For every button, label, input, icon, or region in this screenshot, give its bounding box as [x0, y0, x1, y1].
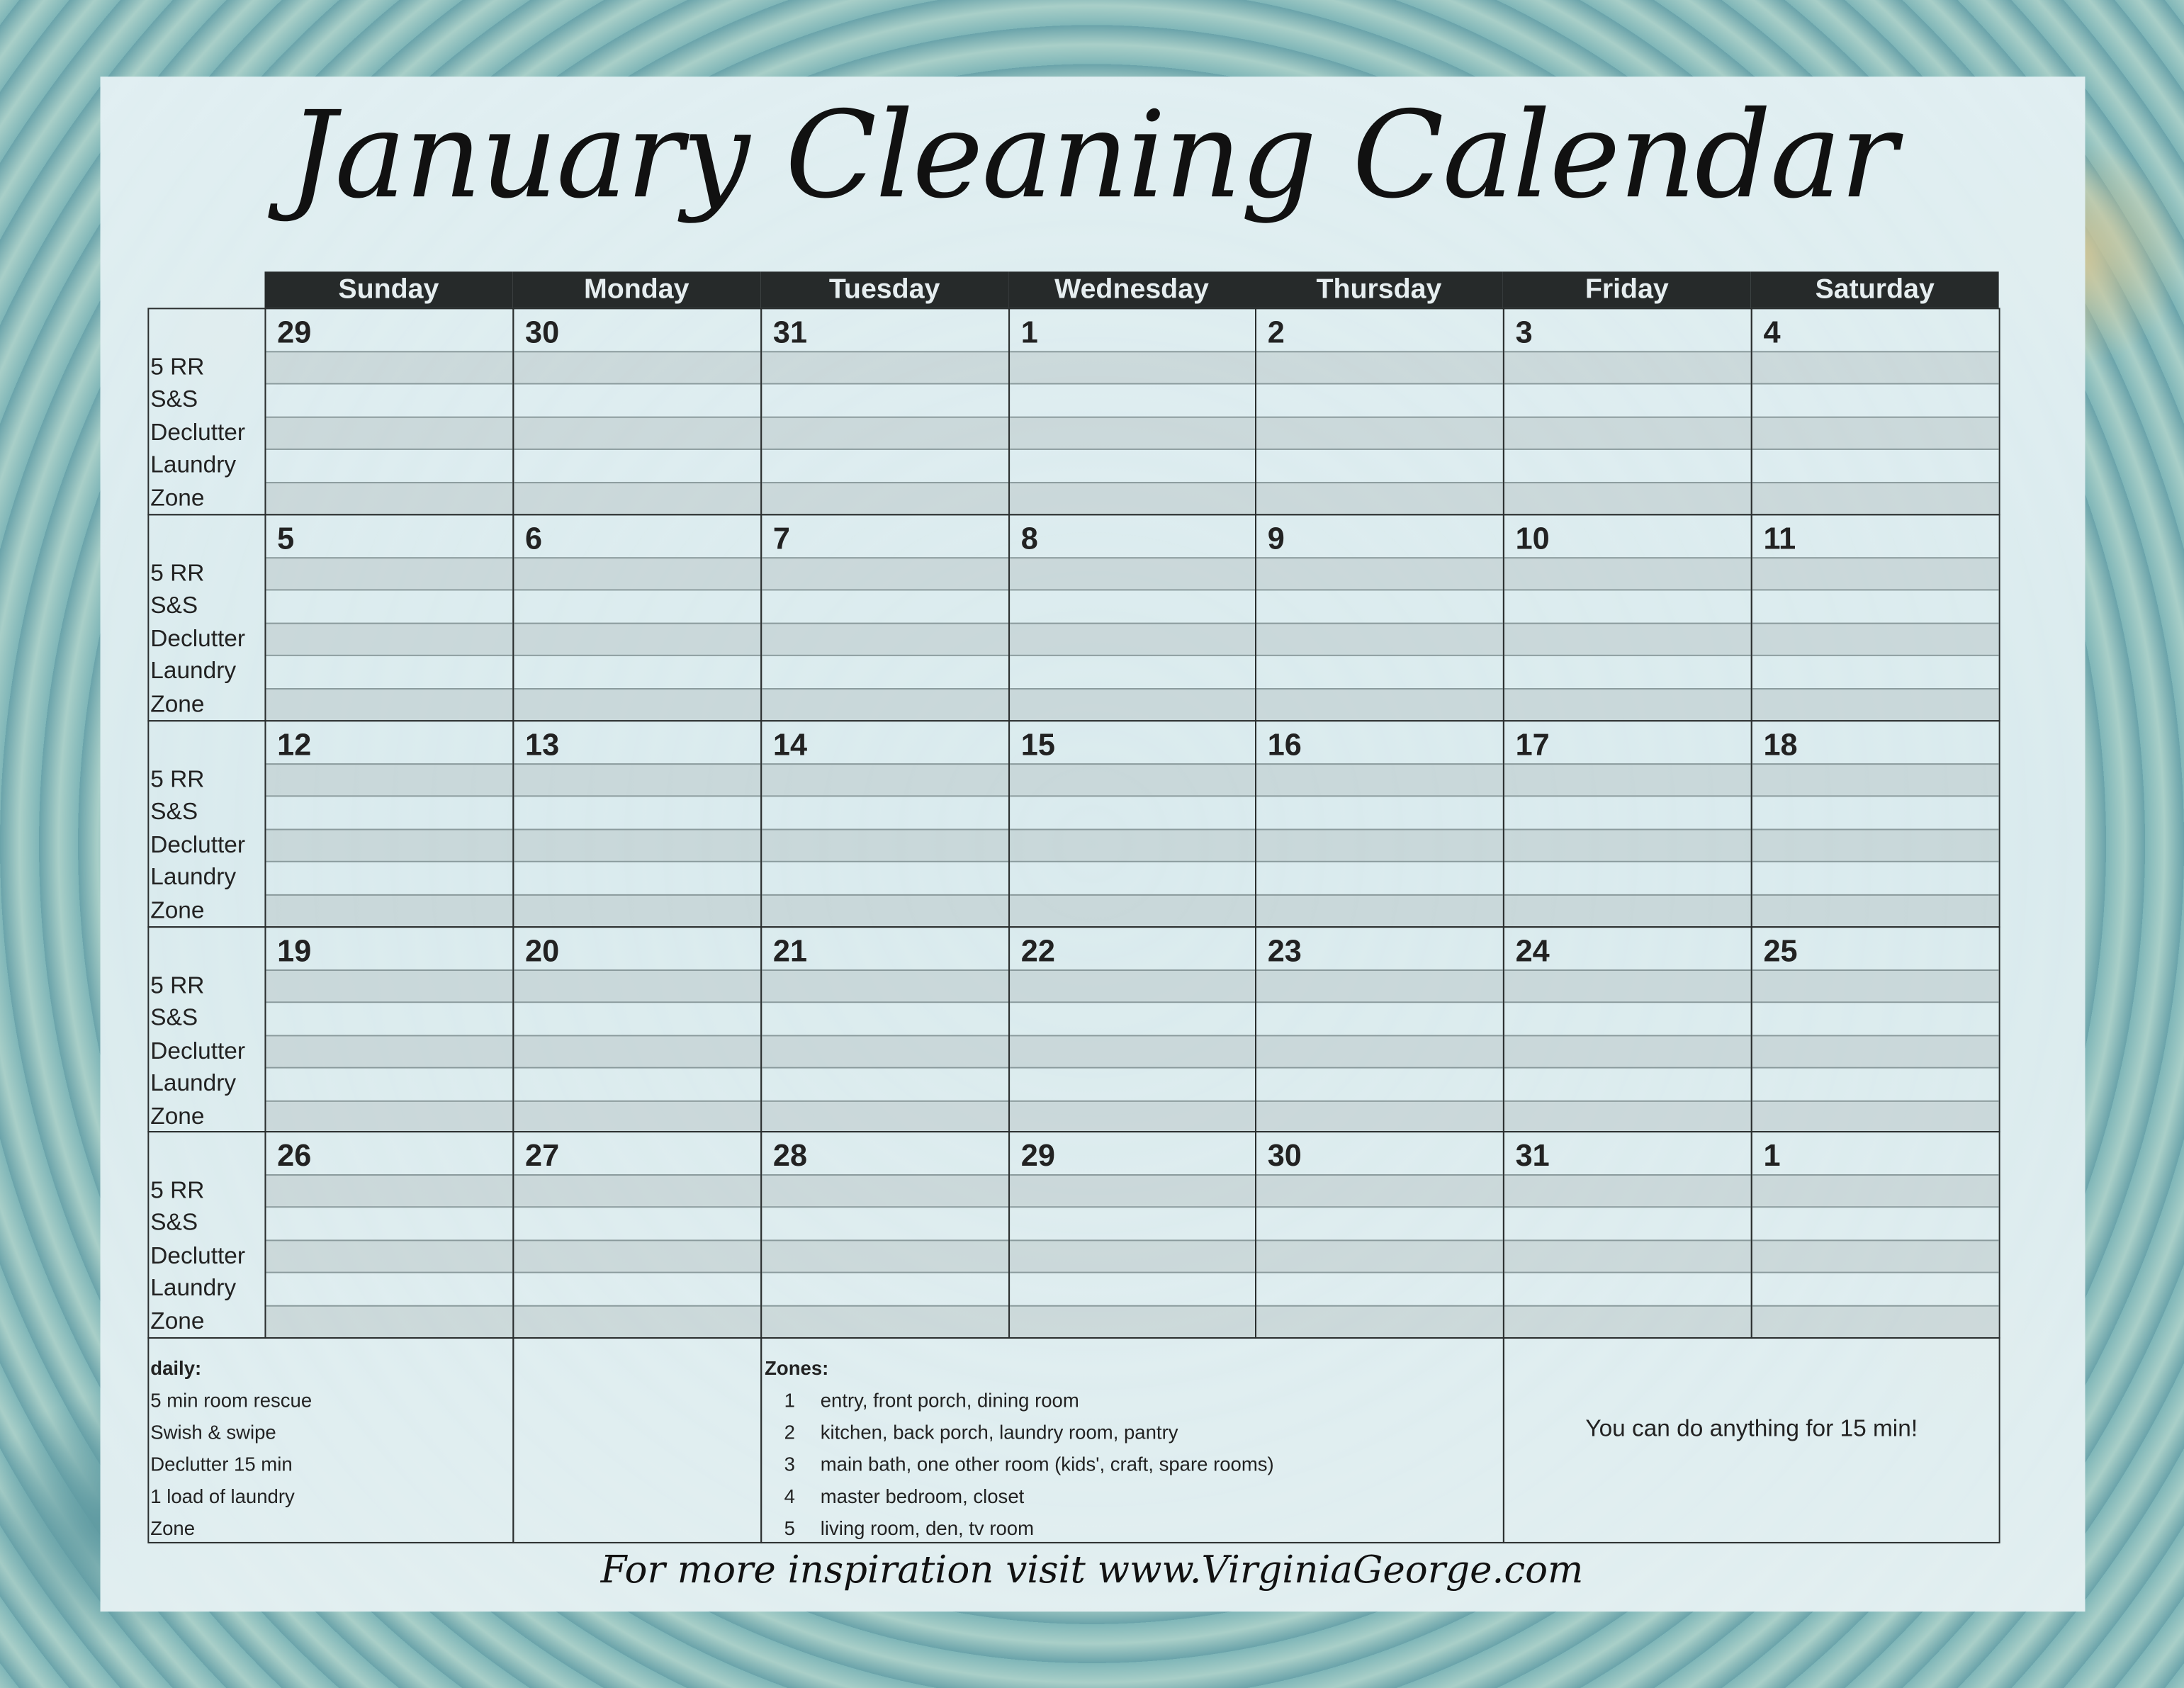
task-entry-row[interactable] — [266, 1100, 512, 1132]
day-cell[interactable] — [1255, 514, 1504, 721]
task-entry-row[interactable] — [1010, 1002, 1255, 1035]
task-entry-row[interactable] — [266, 861, 512, 894]
day-cell[interactable] — [760, 514, 1010, 721]
day-number: 26 — [277, 1137, 312, 1174]
task-entry-row[interactable] — [266, 1272, 512, 1305]
task-entry-row[interactable] — [1010, 1305, 1255, 1337]
task-entry-row[interactable] — [1752, 796, 1999, 828]
task-entry-row[interactable] — [1504, 383, 1751, 416]
day-number: 1 — [1763, 1137, 1781, 1174]
task-entry-row[interactable] — [1256, 351, 1503, 383]
task-entry-row[interactable] — [1256, 449, 1503, 481]
task-entry-row[interactable] — [1752, 1207, 1999, 1239]
task-entry-row[interactable] — [762, 1067, 1008, 1100]
task-label: Zone — [150, 896, 205, 923]
task-label: Zone — [150, 690, 205, 717]
task-label: Declutter — [150, 1242, 246, 1269]
task-entry-row[interactable] — [1256, 416, 1503, 449]
task-label: S&S — [150, 1004, 198, 1032]
task-entry-row[interactable] — [1010, 481, 1255, 514]
zone-number: 1 — [784, 1388, 795, 1412]
task-entry-row[interactable] — [1256, 557, 1503, 590]
task-entry-row[interactable] — [1256, 894, 1503, 926]
day-cell[interactable] — [264, 308, 514, 515]
task-entry-row[interactable] — [1504, 861, 1751, 894]
task-entry-row[interactable] — [266, 416, 512, 449]
task-entry-row[interactable] — [1752, 1272, 1999, 1305]
task-entry-row[interactable] — [1010, 1100, 1255, 1132]
day-header-thursday: Thursday — [1255, 271, 1503, 308]
task-entry-row[interactable] — [514, 1067, 760, 1100]
task-label: Declutter — [150, 831, 246, 858]
task-entry-row[interactable] — [266, 1002, 512, 1035]
task-entry-row[interactable] — [266, 449, 512, 481]
day-cell[interactable] — [264, 926, 514, 1132]
task-entry-row[interactable] — [1752, 622, 1999, 655]
task-label: Laundry — [150, 451, 237, 478]
zone-number: 5 — [784, 1517, 795, 1539]
task-entry-row[interactable] — [514, 894, 760, 926]
task-entry-row[interactable] — [762, 828, 1008, 861]
task-entry-row[interactable] — [1752, 1002, 1999, 1035]
task-label: Declutter — [150, 1037, 246, 1064]
day-number: 25 — [1763, 933, 1798, 969]
task-entry-row[interactable] — [514, 828, 760, 861]
daily-item: 5 min room rescue — [150, 1388, 313, 1412]
zone-rooms: kitchen, back porch, laundry room, pantry — [820, 1420, 1178, 1444]
task-entry-row[interactable] — [1504, 622, 1751, 655]
task-entry-row[interactable] — [266, 1035, 512, 1067]
day-cell[interactable] — [1751, 308, 2000, 515]
zone-rooms: main bath, one other room (kids', craft, spare rooms) — [820, 1453, 1274, 1475]
task-label: 5 RR — [150, 354, 205, 381]
day-number: 13 — [525, 727, 560, 763]
zone-rooms: entry, front porch, dining room — [820, 1388, 1079, 1412]
task-entry-row[interactable] — [266, 1174, 512, 1207]
task-entry-row[interactable] — [1256, 655, 1503, 687]
task-entry-row[interactable] — [266, 969, 512, 1002]
task-entry-row[interactable] — [514, 1305, 760, 1337]
task-entry-row[interactable] — [1010, 416, 1255, 449]
task-entry-row[interactable] — [762, 894, 1008, 926]
task-entry-row[interactable] — [1256, 796, 1503, 828]
day-number: 8 — [1020, 521, 1038, 556]
task-entry-row[interactable] — [1504, 351, 1751, 383]
day-number: 29 — [277, 315, 312, 350]
day-cell[interactable] — [1751, 720, 2000, 928]
task-entry-row[interactable] — [266, 1067, 512, 1100]
task-entry-row[interactable] — [266, 655, 512, 687]
task-entry-row[interactable] — [1256, 969, 1503, 1002]
task-entry-row[interactable] — [266, 351, 512, 383]
task-entry-row[interactable] — [1256, 1002, 1503, 1035]
task-entry-row[interactable] — [1256, 1272, 1503, 1305]
day-cell[interactable] — [1008, 926, 1256, 1132]
task-entry-row[interactable] — [1752, 1067, 1999, 1100]
task-entry-row[interactable] — [514, 763, 760, 796]
task-label: Laundry — [150, 658, 237, 685]
task-entry-row[interactable] — [1010, 861, 1255, 894]
day-number: 15 — [1020, 727, 1055, 763]
task-entry-row[interactable] — [1504, 1035, 1751, 1067]
task-label: S&S — [150, 799, 198, 826]
day-number: 30 — [525, 315, 560, 350]
task-label: Laundry — [150, 864, 237, 891]
day-number: 3 — [1515, 315, 1533, 350]
day-cell[interactable] — [1503, 1131, 1752, 1339]
task-entry-row[interactable] — [1504, 828, 1751, 861]
day-cell[interactable] — [264, 1131, 514, 1339]
task-label: Zone — [150, 1307, 205, 1334]
task-entry-row[interactable] — [762, 1174, 1008, 1207]
task-entry-row[interactable] — [1010, 655, 1255, 687]
daily-item: Swish & swipe — [150, 1420, 276, 1444]
day-cell[interactable] — [1503, 308, 1752, 515]
day-number: 30 — [1267, 1137, 1302, 1174]
day-number: 16 — [1267, 727, 1302, 763]
day-number: 31 — [772, 315, 808, 350]
task-entry-row[interactable] — [762, 1002, 1008, 1035]
day-number: 28 — [772, 1137, 808, 1174]
day-number: 12 — [277, 727, 312, 763]
task-entry-row[interactable] — [266, 1207, 512, 1239]
task-entry-row[interactable] — [1256, 687, 1503, 720]
task-label: Zone — [150, 484, 205, 511]
day-number: 14 — [772, 727, 808, 763]
task-entry-row[interactable] — [762, 416, 1008, 449]
task-entry-row[interactable] — [514, 969, 760, 1002]
day-number: 27 — [525, 1137, 560, 1174]
task-entry-row[interactable] — [514, 449, 760, 481]
day-number: 29 — [1020, 1137, 1055, 1174]
daily-item: 1 load of laundry — [150, 1485, 295, 1507]
footer-link-text: For more inspiration visit www.VirginiaGeorge.com — [600, 1548, 1584, 1592]
task-entry-row[interactable] — [1752, 687, 1999, 720]
task-entry-row[interactable] — [266, 894, 512, 926]
day-cell[interactable] — [760, 926, 1010, 1132]
day-cell[interactable] — [1751, 514, 2000, 721]
task-label: 5 RR — [150, 766, 205, 793]
zone-number: 4 — [784, 1485, 795, 1507]
task-entry-row[interactable] — [762, 557, 1008, 590]
task-entry-row[interactable] — [1752, 861, 1999, 894]
task-entry-row[interactable] — [266, 622, 512, 655]
task-entry-row[interactable] — [762, 1272, 1008, 1305]
task-entry-row[interactable] — [1752, 828, 1999, 861]
zone-number: 2 — [784, 1420, 795, 1444]
day-cell[interactable] — [512, 1131, 762, 1339]
task-entry-row[interactable] — [1010, 894, 1255, 926]
task-entry-row[interactable] — [266, 687, 512, 720]
task-entry-row[interactable] — [1752, 1035, 1999, 1067]
day-number: 7 — [772, 521, 790, 556]
day-number: 21 — [772, 933, 808, 969]
task-entry-row[interactable] — [1752, 1100, 1999, 1132]
task-entry-row[interactable] — [1010, 1207, 1255, 1239]
day-number: 18 — [1763, 727, 1798, 763]
zone-number: 3 — [784, 1453, 795, 1475]
day-cell[interactable] — [760, 308, 1010, 515]
task-entry-row[interactable] — [762, 796, 1008, 828]
task-entry-row[interactable] — [514, 557, 760, 590]
task-entry-row[interactable] — [1752, 969, 1999, 1002]
task-entry-row[interactable] — [266, 763, 512, 796]
task-entry-row[interactable] — [1752, 383, 1999, 416]
task-entry-row[interactable] — [762, 1239, 1008, 1272]
task-entry-row[interactable] — [1010, 449, 1255, 481]
task-entry-row[interactable] — [1752, 557, 1999, 590]
task-entry-row[interactable] — [1010, 557, 1255, 590]
task-entry-row[interactable] — [1256, 1035, 1503, 1067]
task-entry-row[interactable] — [266, 828, 512, 861]
day-header-wednesday: Wednesday — [1008, 271, 1255, 308]
day-cell[interactable] — [1255, 720, 1504, 928]
task-entry-row[interactable] — [1010, 622, 1255, 655]
task-entry-row[interactable] — [1010, 763, 1255, 796]
task-entry-row[interactable] — [762, 590, 1008, 622]
task-entry-row[interactable] — [514, 590, 760, 622]
task-entry-row[interactable] — [762, 481, 1008, 514]
task-entry-row[interactable] — [1752, 1305, 1999, 1337]
task-label: Laundry — [150, 1274, 237, 1302]
task-entry-row[interactable] — [1010, 1035, 1255, 1067]
task-entry-row[interactable] — [266, 383, 512, 416]
task-entry-row[interactable] — [1256, 1100, 1503, 1132]
task-entry-row[interactable] — [1010, 796, 1255, 828]
task-entry-row[interactable] — [1010, 687, 1255, 720]
task-label: Zone — [150, 1102, 205, 1130]
task-entry-row[interactable] — [762, 1207, 1008, 1239]
task-entry-row[interactable] — [762, 383, 1008, 416]
task-entry-row[interactable] — [1752, 590, 1999, 622]
task-entry-row[interactable] — [514, 1174, 760, 1207]
task-entry-row[interactable] — [514, 1100, 760, 1132]
task-label: 5 RR — [150, 1176, 205, 1204]
day-number: 24 — [1515, 933, 1550, 969]
daily-item: Declutter 15 min — [150, 1453, 293, 1475]
task-entry-row[interactable] — [1256, 1067, 1503, 1100]
day-number: 4 — [1763, 315, 1781, 350]
task-entry-row[interactable] — [1010, 1067, 1255, 1100]
task-entry-row[interactable] — [762, 1035, 1008, 1067]
task-entry-row[interactable] — [1010, 1272, 1255, 1305]
day-cell[interactable] — [264, 514, 514, 721]
task-entry-row[interactable] — [1504, 1067, 1751, 1100]
day-cell[interactable] — [1751, 926, 2000, 1132]
task-entry-row[interactable] — [1010, 1239, 1255, 1272]
task-entry-row[interactable] — [762, 449, 1008, 481]
task-entry-row[interactable] — [1752, 416, 1999, 449]
task-entry-row[interactable] — [514, 1035, 760, 1067]
day-number: 20 — [525, 933, 560, 969]
day-number: 10 — [1515, 521, 1550, 556]
task-entry-row[interactable] — [266, 557, 512, 590]
day-header-tuesday: Tuesday — [760, 271, 1008, 308]
task-entry-row[interactable] — [514, 655, 760, 687]
task-entry-row[interactable] — [514, 416, 760, 449]
day-number: 9 — [1267, 521, 1285, 556]
task-entry-row[interactable] — [762, 861, 1008, 894]
task-entry-row[interactable] — [1010, 969, 1255, 1002]
task-entry-row[interactable] — [1256, 590, 1503, 622]
task-entry-row[interactable] — [514, 351, 760, 383]
task-entry-row[interactable] — [514, 796, 760, 828]
day-number: 1 — [1020, 315, 1038, 350]
day-cell[interactable] — [1255, 926, 1504, 1132]
day-cell[interactable] — [1008, 514, 1256, 721]
task-entry-row[interactable] — [762, 1305, 1008, 1337]
task-entry-row[interactable] — [514, 687, 760, 720]
task-entry-row[interactable] — [514, 1239, 760, 1272]
task-entry-row[interactable] — [1752, 449, 1999, 481]
day-header-sunday: Sunday — [264, 271, 512, 308]
task-entry-row[interactable] — [1504, 969, 1751, 1002]
task-entry-row[interactable] — [1256, 1207, 1503, 1239]
day-number: 11 — [1763, 521, 1796, 556]
task-entry-row[interactable] — [1504, 655, 1751, 687]
task-entry-row[interactable] — [1010, 383, 1255, 416]
task-entry-row[interactable] — [1504, 1305, 1751, 1337]
task-entry-row[interactable] — [514, 383, 760, 416]
task-entry-row[interactable] — [1504, 481, 1751, 514]
task-entry-row[interactable] — [1504, 590, 1751, 622]
day-number: 6 — [525, 521, 543, 556]
motto-text: You can do anything for 15 min! — [1585, 1415, 1918, 1442]
task-entry-row[interactable] — [762, 687, 1008, 720]
day-cell[interactable] — [512, 926, 762, 1132]
task-entry-row[interactable] — [1504, 449, 1751, 481]
day-cell[interactable] — [512, 308, 762, 515]
blank-notes-box — [512, 1337, 762, 1543]
task-entry-row[interactable] — [266, 796, 512, 828]
task-entry-row[interactable] — [1752, 481, 1999, 514]
day-number: 19 — [277, 933, 312, 969]
task-entry-row[interactable] — [1256, 1174, 1503, 1207]
task-entry-row[interactable] — [514, 1207, 760, 1239]
day-cell[interactable] — [1503, 926, 1752, 1132]
task-entry-row[interactable] — [1504, 416, 1751, 449]
task-entry-row[interactable] — [1010, 590, 1255, 622]
task-entry-row[interactable] — [1504, 763, 1751, 796]
task-entry-row[interactable] — [1504, 1207, 1751, 1239]
zone-rooms: master bedroom, closet — [820, 1485, 1025, 1507]
day-cell[interactable] — [1008, 308, 1256, 515]
task-label: S&S — [150, 386, 198, 413]
task-label: S&S — [150, 1209, 198, 1237]
day-cell[interactable] — [760, 720, 1010, 928]
task-entry-row[interactable] — [1504, 557, 1751, 590]
task-entry-row[interactable] — [1256, 861, 1503, 894]
task-entry-row[interactable] — [1504, 1174, 1751, 1207]
zones-heading: Zones: — [765, 1356, 829, 1379]
task-label: Declutter — [150, 419, 246, 446]
task-entry-row[interactable] — [1752, 894, 1999, 926]
day-cell[interactable] — [264, 720, 514, 928]
page-title: January Cleaning Calendar — [288, 86, 1896, 226]
zone-rooms: living room, den, tv room — [820, 1517, 1035, 1539]
day-cell[interactable] — [1503, 514, 1752, 721]
task-label: S&S — [150, 592, 198, 619]
task-entry-row[interactable] — [1752, 763, 1999, 796]
daily-heading: daily: — [150, 1356, 202, 1379]
day-number: 17 — [1515, 727, 1550, 763]
day-cell[interactable] — [512, 514, 762, 721]
task-entry-row[interactable] — [1504, 1100, 1751, 1132]
task-entry-row[interactable] — [762, 655, 1008, 687]
day-header-monday: Monday — [512, 271, 760, 308]
task-entry-row[interactable] — [266, 481, 512, 514]
task-entry-row[interactable] — [1504, 1002, 1751, 1035]
task-entry-row[interactable] — [1256, 622, 1503, 655]
task-entry-row[interactable] — [514, 622, 760, 655]
task-entry-row[interactable] — [1504, 796, 1751, 828]
day-number: 23 — [1267, 933, 1302, 969]
task-entry-row[interactable] — [1256, 383, 1503, 416]
daily-item: Zone — [150, 1517, 196, 1539]
task-entry-row[interactable] — [1504, 894, 1751, 926]
task-entry-row[interactable] — [514, 1002, 760, 1035]
task-entry-row[interactable] — [762, 351, 1008, 383]
task-entry-row[interactable] — [1256, 763, 1503, 796]
task-entry-row[interactable] — [1752, 351, 1999, 383]
task-entry-row[interactable] — [1752, 1239, 1999, 1272]
task-label: 5 RR — [150, 972, 205, 999]
task-entry-row[interactable] — [266, 1239, 512, 1272]
day-number: 31 — [1515, 1137, 1550, 1174]
task-entry-row[interactable] — [762, 763, 1008, 796]
task-label: Declutter — [150, 625, 246, 652]
day-number: 2 — [1267, 315, 1285, 350]
task-entry-row[interactable] — [762, 622, 1008, 655]
day-number: 5 — [277, 521, 295, 556]
task-entry-row[interactable] — [1256, 481, 1503, 514]
task-entry-row[interactable] — [1256, 1305, 1503, 1337]
task-entry-row[interactable] — [514, 1272, 760, 1305]
day-cell[interactable] — [1008, 720, 1256, 928]
task-entry-row[interactable] — [1010, 351, 1255, 383]
task-entry-row[interactable] — [762, 969, 1008, 1002]
day-cell[interactable] — [1255, 1131, 1504, 1339]
task-label: 5 RR — [150, 560, 205, 587]
day-header-saturday: Saturday — [1751, 271, 1999, 308]
task-entry-row[interactable] — [266, 590, 512, 622]
day-cell[interactable] — [760, 1131, 1010, 1339]
day-cell[interactable] — [1255, 308, 1504, 515]
task-entry-row[interactable] — [514, 481, 760, 514]
task-entry-row[interactable] — [1256, 828, 1503, 861]
day-cell[interactable] — [1008, 1131, 1256, 1339]
task-entry-row[interactable] — [1010, 1174, 1255, 1207]
task-entry-row[interactable] — [1256, 1239, 1503, 1272]
day-cell[interactable] — [512, 720, 762, 928]
task-entry-row[interactable] — [1504, 1272, 1751, 1305]
task-entry-row[interactable] — [1504, 1239, 1751, 1272]
task-entry-row[interactable] — [1752, 1174, 1999, 1207]
day-cell[interactable] — [1751, 1131, 2000, 1339]
task-label: Laundry — [150, 1069, 237, 1097]
task-entry-row[interactable] — [514, 861, 760, 894]
day-number: 22 — [1020, 933, 1055, 969]
day-cell[interactable] — [1503, 720, 1752, 928]
task-entry-row[interactable] — [762, 1100, 1008, 1132]
task-entry-row[interactable] — [1504, 687, 1751, 720]
task-entry-row[interactable] — [1010, 828, 1255, 861]
task-entry-row[interactable] — [266, 1305, 512, 1337]
task-entry-row[interactable] — [1752, 655, 1999, 687]
day-header-friday: Friday — [1503, 271, 1751, 308]
